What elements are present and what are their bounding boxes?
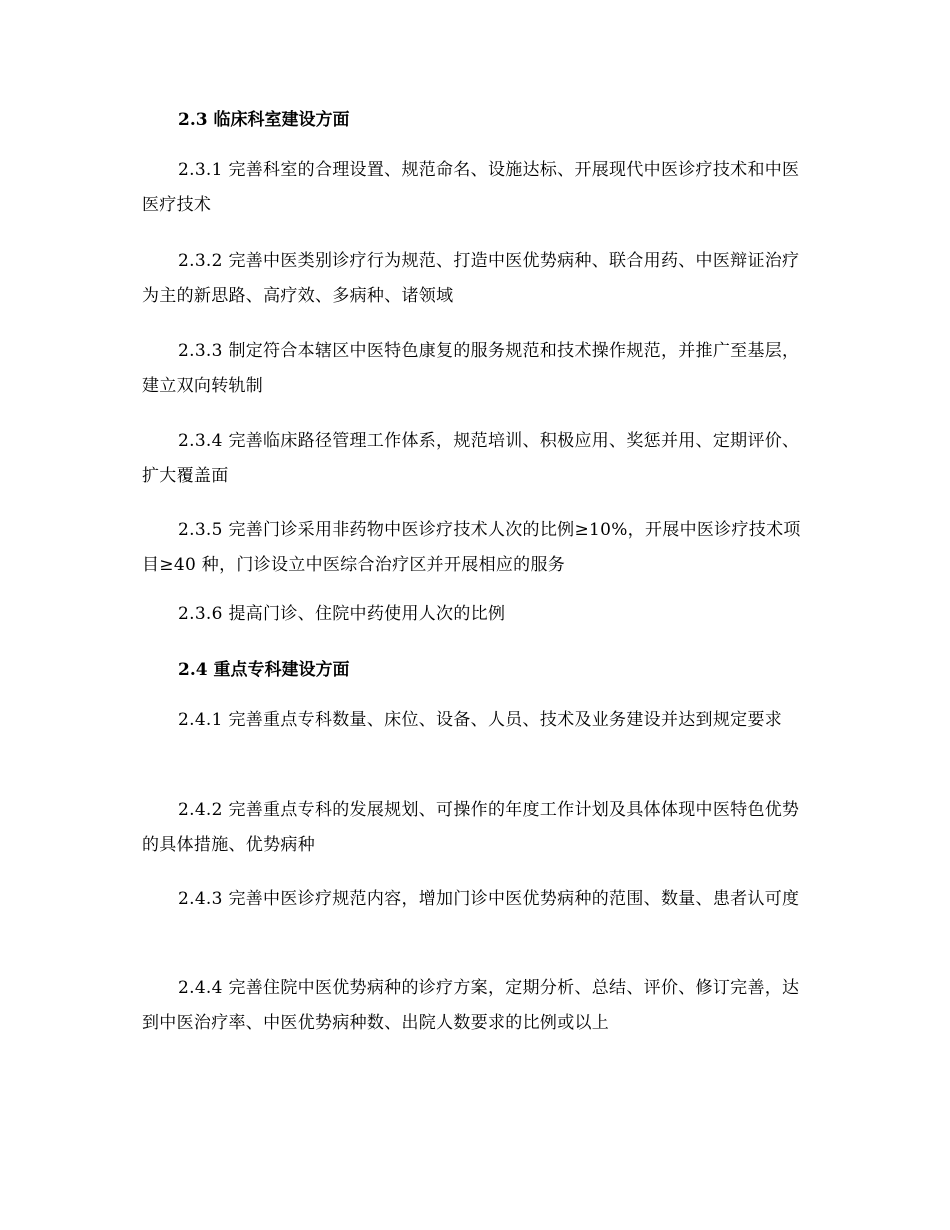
paragraph-2-4-2: 2.4.2 完善重点专科的发展规划、可操作的年度工作计划及具体体现中医特色优势的具体措施、优势病种 bbox=[142, 800, 800, 855]
section-heading-2-3: 2.3 临床科室建设方面 bbox=[178, 110, 350, 130]
paragraph-2-3-6: 2.3.6 提高门诊、住院中药使用人次的比例 bbox=[178, 604, 506, 624]
paragraph-2-4-3: 2.4.3 完善中医诊疗规范内容，增加门诊中医优势病种的范围、数量、患者认可度 bbox=[178, 889, 800, 909]
paragraph-2-3-3: 2.3.3 制定符合本辖区中医特色康复的服务规范和技术操作规范，并推广至基层，建立双向转轨制 bbox=[142, 341, 800, 396]
paragraph-2-3-4: 2.3.4 完善临床路径管理工作体系，规范培训、积极应用、奖惩并用、定期评价、扩大覆盖面 bbox=[142, 431, 800, 486]
paragraph-2-3-1: 2.3.1 完善科室的合理设置、规范命名、设施达标、开展现代中医诊疗技术和中医医疗技术 bbox=[142, 160, 800, 215]
paragraph-2-4-1: 2.4.1 完善重点专科数量、床位、设备、人员、技术及业务建设并达到规定要求 bbox=[178, 710, 783, 730]
paragraph-2-3-5: 2.3.5 完善门诊采用非药物中医诊疗技术人次的比例≥10%，开展中医诊疗技术项目≥40 种，门诊设立中医综合治疗区并开展相应的服务 bbox=[142, 520, 801, 575]
paragraph-2-4-4: 2.4.4 完善住院中医优势病种的诊疗方案，定期分析、总结、评价、修订完善，达到中医治疗率、中医优势病种数、出院人数要求的比例或以上 bbox=[142, 978, 800, 1033]
paragraph-2-3-2: 2.3.2 完善中医类别诊疗行为规范、打造中医优势病种、联合用药、中医辩证治疗为主的新思路、高疗效、多病种、诸领域 bbox=[142, 251, 800, 306]
section-heading-2-4: 2.4 重点专科建设方面 bbox=[178, 660, 350, 680]
